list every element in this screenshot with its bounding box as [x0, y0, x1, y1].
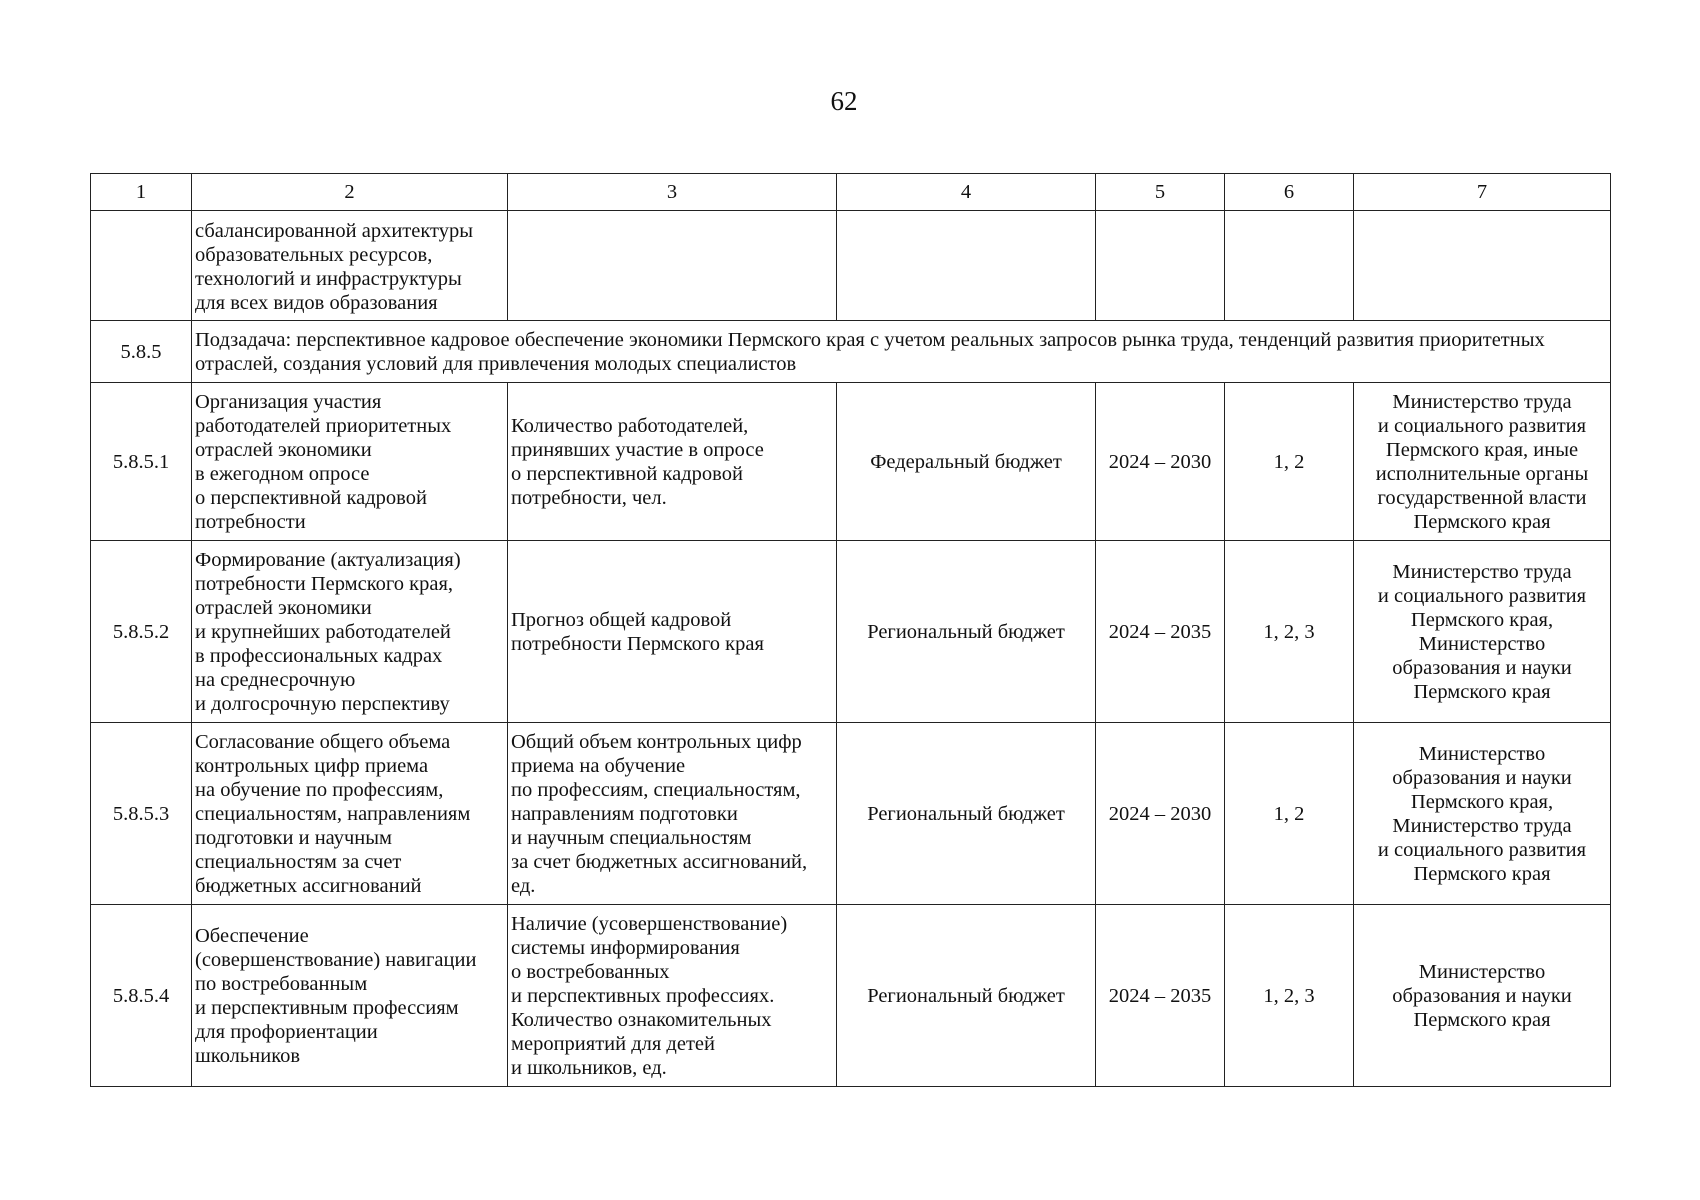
- column-header: 4: [837, 174, 1096, 211]
- column-header: 6: [1225, 174, 1354, 211]
- tasks-cell: 1, 2, 3: [1225, 905, 1354, 1087]
- subtask-row: [91, 321, 1611, 383]
- continuation-row: [91, 211, 1611, 321]
- plan-table: [90, 173, 1611, 1087]
- tasks-cell: 1, 2, 3: [1225, 541, 1354, 723]
- continuation-text: сбалансированной архитектуры образовательных ресурсов, технологий и инфраструктуры для всех видов образования: [192, 211, 508, 321]
- tasks-cell: 1, 2: [1225, 383, 1354, 541]
- action-cell: Согласование общего объема контрольных цифр приема на обучение по профессиям, специальностям, направлениям подготовки и научным специальностям за счет бюджетных ассигнований: [192, 723, 508, 905]
- column-number-row: [91, 174, 1611, 211]
- period-cell: 2024 – 2035: [1096, 905, 1225, 1087]
- empty-cell: [1096, 211, 1225, 321]
- row-number: 5.8.5.3: [91, 723, 192, 905]
- funding-source-cell: Региональный бюджет: [837, 905, 1096, 1087]
- empty-cell: [1354, 211, 1611, 321]
- executor-cell: Министерство труда и социального развития Пермского края, Министерство образования и науки Пермского края: [1354, 541, 1611, 723]
- empty-cell: [837, 211, 1096, 321]
- row-number: 5.8.5.2: [91, 541, 192, 723]
- table-row: [91, 905, 1611, 1087]
- indicator-cell: Наличие (усовершенствование) системы информирования о востребованных и перспективных профессиях. Количество ознакомительных мероприятий для детей и школьников, ед.: [508, 905, 837, 1087]
- indicator-cell: Общий объем контрольных цифр приема на обучение по профессиям, специальностям, направлениям подготовки и научным специальностям за счет бюджетных ассигнований, ед.: [508, 723, 837, 905]
- period-cell: 2024 – 2030: [1096, 723, 1225, 905]
- funding-source-cell: Региональный бюджет: [837, 723, 1096, 905]
- empty-cell: [91, 211, 192, 321]
- tasks-cell: 1, 2: [1225, 723, 1354, 905]
- column-header: 2: [192, 174, 508, 211]
- executor-cell: Министерство образования и науки Пермского края: [1354, 905, 1611, 1087]
- row-number: 5.8.5.1: [91, 383, 192, 541]
- funding-source-cell: Федеральный бюджет: [837, 383, 1096, 541]
- period-cell: 2024 – 2030: [1096, 383, 1225, 541]
- period-cell: 2024 – 2035: [1096, 541, 1225, 723]
- column-header: 1: [91, 174, 192, 211]
- indicator-cell: Прогноз общей кадровой потребности Пермского края: [508, 541, 837, 723]
- table-row: [91, 383, 1611, 541]
- funding-source-cell: Региональный бюджет: [837, 541, 1096, 723]
- action-cell: Формирование (актуализация) потребности Пермского края, отраслей экономики и крупнейших работодателей в профессиональных кадрах на среднесрочную и долгосрочную перспективу: [192, 541, 508, 723]
- subtask-number: 5.8.5: [91, 321, 192, 383]
- table-row: [91, 541, 1611, 723]
- page-number: 62: [830, 86, 858, 116]
- column-header: 5: [1096, 174, 1225, 211]
- subtask-text: Подзадача: перспективное кадровое обеспечение экономики Пермского края с учетом реальных запросов рынка труда, тенденций развития приоритетных отраслей, создания условий для привлечения молодых специалистов: [192, 321, 1611, 383]
- empty-cell: [508, 211, 837, 321]
- indicator-cell: Количество работодателей, принявших участие в опросе о перспективной кадровой потребности, чел.: [508, 383, 837, 541]
- column-header: 7: [1354, 174, 1611, 211]
- action-cell: Обеспечение (совершенствование) навигации по востребованным и перспективным профессиям для профориентации школьников: [192, 905, 508, 1087]
- table-row: [91, 723, 1611, 905]
- action-cell: Организация участия работодателей приоритетных отраслей экономики в ежегодном опросе о перспективной кадровой потребности: [192, 383, 508, 541]
- executor-cell: Министерство труда и социального развития Пермского края, иные исполнительные органы государственной власти Пермского края: [1354, 383, 1611, 541]
- empty-cell: [1225, 211, 1354, 321]
- column-header: 3: [508, 174, 837, 211]
- row-number: 5.8.5.4: [91, 905, 192, 1087]
- executor-cell: Министерство образования и науки Пермского края, Министерство труда и социального развития Пермского края: [1354, 723, 1611, 905]
